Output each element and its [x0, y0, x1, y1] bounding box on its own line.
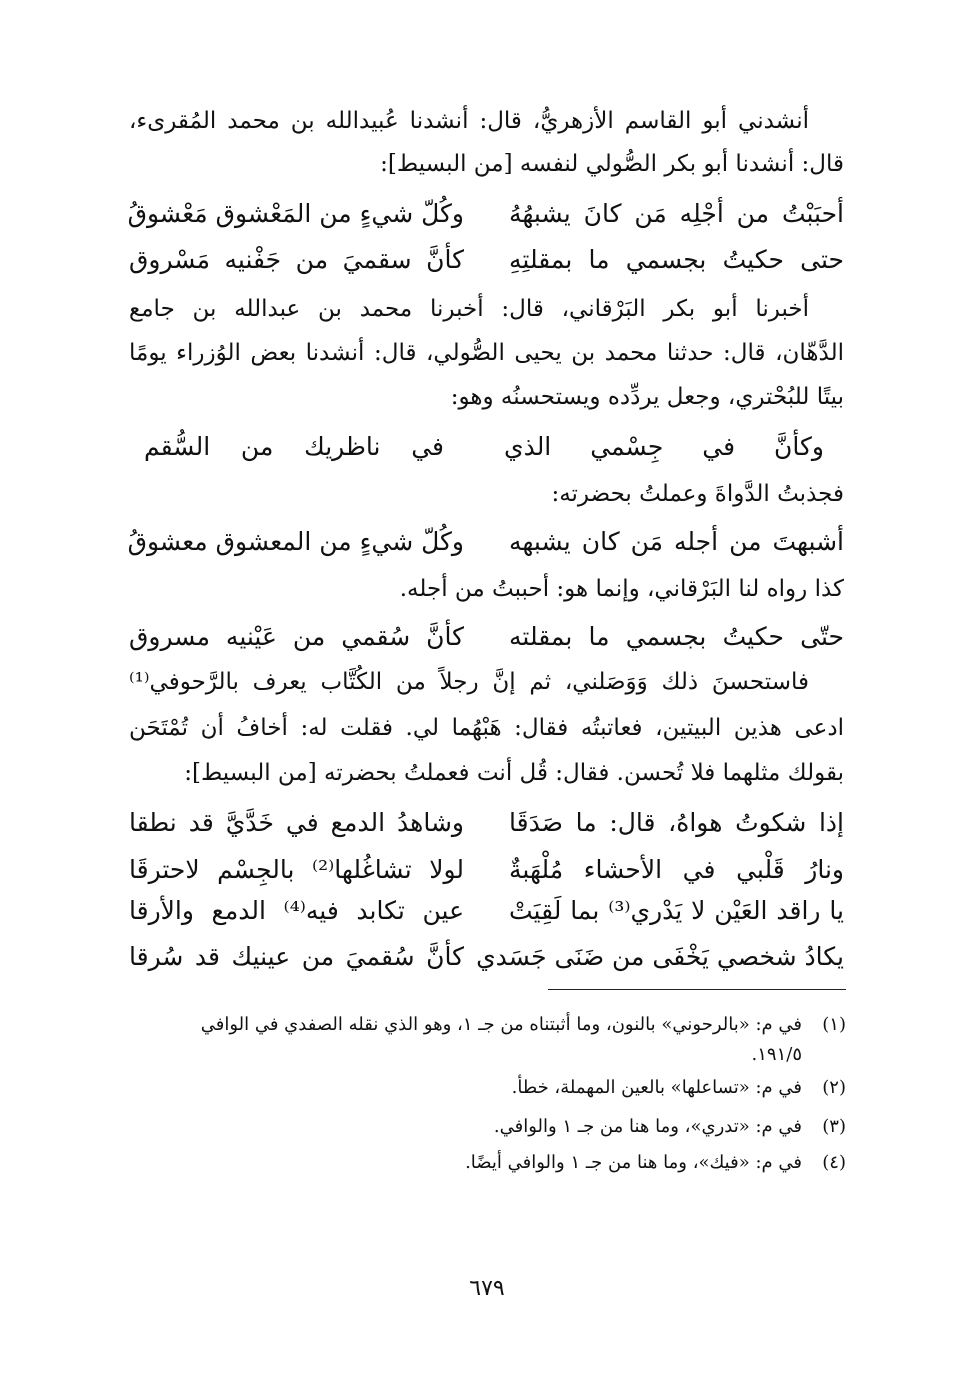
verse-line: [129, 850, 844, 890]
verse-hemistich: كأنَّ سُقمي من عَيْنيه مسروق: [129, 622, 464, 651]
text-line: كذا رواه لنا البَرْقاني، وإنما هو: أحببتُ من أجله.: [399, 576, 844, 602]
verse-hemistich: كأنَّ سُقميَ من عينيك قد سُرقا: [129, 942, 464, 971]
footnote: [126, 1073, 846, 1103]
verse-hemistich: يا راقد العَيْن لا يَدْري⁽³⁾ بما لَقِيَتْ: [509, 896, 844, 925]
verse-line: [129, 891, 844, 931]
text-line: أنشدني أبو القاسم الأزهريُّ، قال: أنشدنا عُبيدالله بن محمد المُقرىء،: [129, 108, 809, 134]
footnote: [126, 1148, 846, 1178]
footnote-number: (١): [822, 1014, 846, 1035]
footnote-continuation: ١٩١/٥.: [751, 1044, 802, 1065]
footnote-text: في م: «تدري»، وما هنا من جـ ١ والوافي.: [493, 1116, 802, 1137]
footnote-text: في م: «بالرحوني» بالنون، وما أثبتناه من جـ ١، وهو الذي نقله الصفدي في الوافي: [200, 1014, 802, 1035]
text-line: قال: أنشدنا أبو بكر الصُّولي لنفسه [من البسيط]:: [380, 151, 844, 177]
verse-hemistich: وكأنَّ في جِسْمي الذي: [504, 432, 824, 461]
verse-hemistich: وشاهدُ الدمع في خَدَّيَّ قد نطقا: [129, 808, 464, 837]
verse-hemistich: إذا شكوتُ هواهُ، قال: ما صَدَقَا: [509, 808, 844, 837]
verse-line: [129, 617, 844, 657]
verse-hemistich: حتى حكيتُ بجسمي ما بمقلتِهِ: [509, 245, 844, 274]
text-line: بيتًا للبُحْتري، وجعل يردِّده ويستحسنُه وهو:: [450, 384, 844, 410]
footnote-number: (٤): [822, 1152, 846, 1173]
footnote-text: في م: «فيك»، وما هنا من جـ ١ والوافي أيضًا.: [465, 1152, 802, 1173]
verse-line: [144, 427, 824, 467]
page-number: ٦٧٩: [469, 1276, 505, 1301]
verse-hemistich: وكُلّ شيءٍ من المَعْشوق مَعْشوقُ: [127, 199, 464, 228]
verse-line: [129, 522, 844, 562]
footnote: [126, 1010, 846, 1040]
verse-hemistich: عين تكابد فيه⁽⁴⁾ الدمع والأرقا: [129, 896, 464, 925]
verse-hemistich: يكادُ شخصي يَخْفَى من ضَنَى جَسَدي: [476, 942, 844, 971]
text-line: أخبرنا أبو بكر البَرْقاني، قال: أخبرنا محمد بن عبدالله بن جامع: [129, 296, 809, 322]
verse-hemistich: حتّى حكيتُ بجسمي ما بمقلته: [509, 622, 844, 651]
verse-hemistich: في ناظريك من السُّقم: [144, 432, 444, 461]
verse-line: [129, 937, 844, 977]
text-line: ادعى هذين البيتين، فعاتبتُه فقال: هَبْهُما لي. فقلت له: أخافُ أن تُمْتَحَن: [129, 715, 844, 741]
verse-hemistich: أحبَبْتُ من أجْلِه مَن كانَ يشبهُهُ: [509, 199, 844, 228]
footnote-number: (٣): [822, 1116, 846, 1137]
verse-hemistich: ونارُ قَلْبي في الأحشاء مُلْهَبةٌ: [509, 855, 844, 884]
text-line: الدَّهّان، قال: حدثنا محمد بن يحيى الصُّولي، قال: أنشدنا بعض الوُزراء يومًا: [129, 340, 844, 366]
footnote-divider: [548, 989, 846, 990]
text-line: بقولك مثلهما فلا تُحسن. فقال: قُل أنت فعملتُ بحضرته [من البسيط]:: [184, 760, 844, 786]
verse-hemistich: كأنَّ سقميَ من جَفْنيه مَسْروق: [129, 245, 464, 274]
text-line: فاستحسنَ ذلك وَوَصَلني، ثم إنَّ رجلاً من الكُتَّاب يعرف بالرَّحوفي⁽¹⁾: [129, 669, 809, 695]
verse-hemistich: أشبهتَ من أجله مَن كان يشبهه: [509, 527, 844, 556]
footnote-text: في م: «تساعلها» بالعين المهملة، خطأ.: [511, 1077, 802, 1098]
verse-line: [129, 803, 844, 843]
footnote: [126, 1112, 846, 1142]
verse-line: [129, 240, 844, 280]
verse-hemistich: لولا تشاغُلها⁽²⁾ بالجِسْم لاحترقَا: [129, 855, 465, 884]
footnote-number: (٢): [822, 1077, 846, 1098]
text-line: فجذبتُ الدَّواةَ وعملتُ بحضرته:: [551, 481, 844, 507]
verse-line: [129, 194, 844, 234]
verse-hemistich: وكُلّ شيءٍ من المعشوق معشوقُ: [127, 527, 464, 556]
